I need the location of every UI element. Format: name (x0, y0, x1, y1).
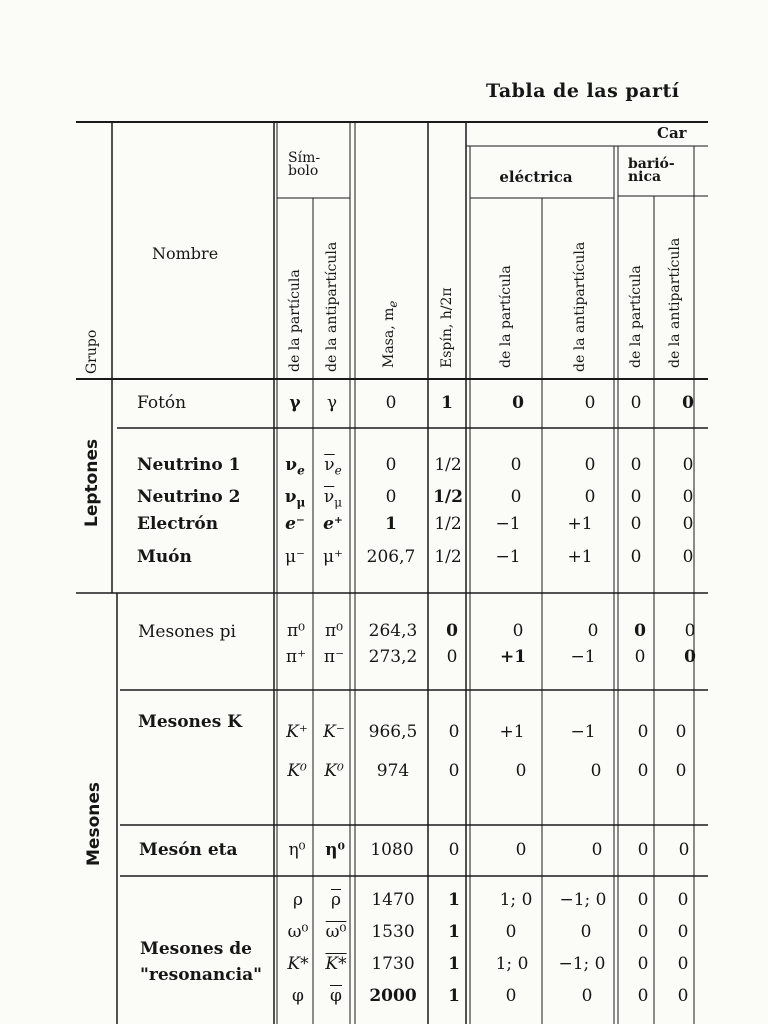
group-mesones: Mesones (84, 782, 104, 866)
header-barionica-antiparticula: de la antipartícula (667, 237, 683, 368)
header-espin: Espín, h/2π (439, 287, 455, 368)
row-name-mesones-k: Mesones K (138, 712, 242, 732)
header-electrica-antiparticula: de la antipartícula (572, 241, 588, 372)
row-name-resonancia-2: "resonancia" (140, 965, 262, 985)
header-barionica-particula: de la partícula (628, 265, 644, 368)
row-name-resonancia: Mesones de (140, 939, 252, 959)
header-masa: Masa, $m_e$ (381, 300, 400, 368)
header-electrica-particula: de la partícula (498, 265, 514, 368)
row-name-mesones-pi: Mesones pi (138, 622, 236, 642)
header-nombre: Nombre (152, 244, 219, 263)
header-simbolo-antiparticula: de la antipartícula (324, 241, 340, 372)
header-carga: Car (657, 124, 687, 142)
page-title: Tabla de las partí (486, 80, 680, 102)
group-leptones: Leptones (82, 438, 102, 527)
header-carga-barionica: barió- nica (628, 156, 675, 185)
header-simbolo: Sím- bolo (288, 150, 321, 179)
header-carga-electrica: eléctrica (499, 168, 573, 186)
header-simbolo-particula: de la partícula (287, 269, 303, 372)
header-grupo: Grupo (84, 329, 100, 374)
